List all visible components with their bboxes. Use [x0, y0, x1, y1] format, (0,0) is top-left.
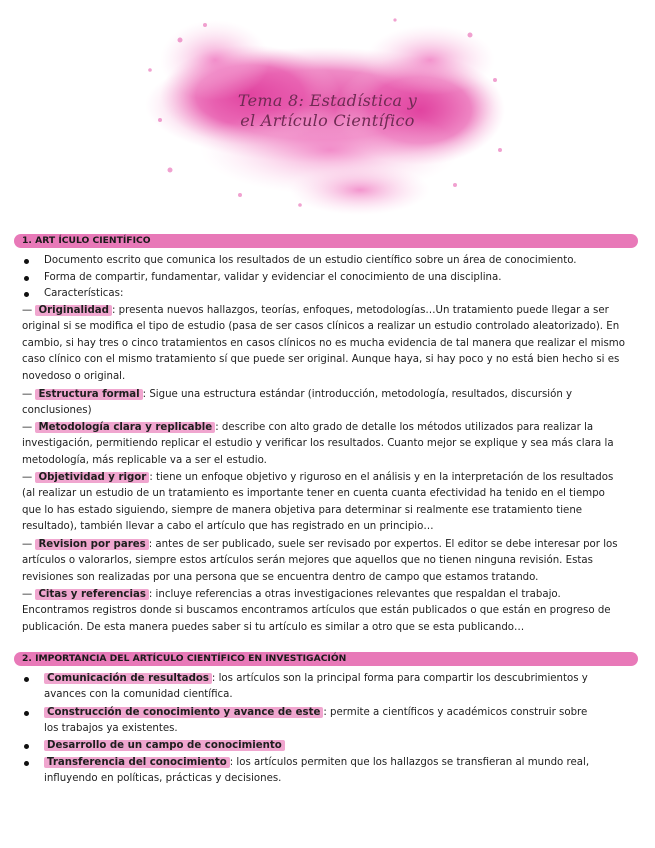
- characteristic-text: : incluye referencias a otras investigaciones relevantes que respaldan el trabajo. Encontramos registros donde si buscamos encontramos artículos que están publicados o que están en progreso de publicación. De esta manera puedes saber si tu artículo es similar a otro que se esta publicando…: [22, 589, 611, 633]
- section-heading-1: 1. ART ÍCULO CIENTÍFICO: [14, 234, 638, 248]
- characteristic-methodology: — Metodología clara y replicable : describe con alto grado de detalle los métodos utilizados para realizar la investigación, permitiendo replicar el estudio y verificar los resultados. Cuanto mejor se explique y sea más clara la metodología, más replicable va a ser el estudio.: [22, 422, 614, 466]
- characteristic-text: : describe con alto grado de detalle los métodos utilizados para realizar la investigación, permitiendo replicar el estudio y verificar los resultados. Cuanto mejor se explique y sea más clara la metodología, más replicable va a ser el estudio.: [22, 422, 614, 466]
- term-highlight: Objetividad y rigor: [35, 472, 149, 483]
- list-item-text: : los artículos son la principal forma para compartir los descubrimientos y avances con la comunidad científica.: [44, 673, 588, 701]
- term-highlight: Construcción de conocimiento y avance de este: [44, 707, 323, 718]
- list-item: [44, 705, 604, 738]
- term-highlight: Revision por pares: [35, 539, 148, 550]
- section-heading-2: 2. IMPORTANCIA DEL ARTÍCULO CIENTÍFICO EN INVESTIGACIÓN: [14, 652, 638, 666]
- list-item: Características:: [44, 286, 604, 302]
- characteristic-peer-review: — Revision por pares : antes de ser publicado, suele ser revisado por expertos. El editor se debe interesar por los artículos o valorarlos, siempre estos artículos serán mejores que aquellos que no tienen ninguna revisión. Estas revisiones son realizadas por una persona que se encuentra dentro de campo que estamos tratando.: [22, 539, 618, 583]
- list-item: Documento escrito que comunica los resultados de un estudio científico sobre un área de conocimiento.: [44, 253, 604, 269]
- characteristic-text: : Sigue una estructura estándar (introducción, metodología, resultados, discursión y conclusiones): [22, 389, 573, 417]
- list-item: [44, 738, 604, 754]
- term-highlight: Estructura formal: [35, 389, 142, 400]
- term-highlight: Desarrollo de un campo de conocimiento: [44, 740, 285, 751]
- term-highlight: Originalidad: [35, 305, 112, 316]
- term-highlight: Citas y referencias: [35, 589, 148, 600]
- term-highlight: Transferencia del conocimiento: [44, 757, 230, 768]
- term-highlight: Comunicación de resultados: [44, 673, 212, 684]
- characteristic-citations: — Citas y referencias : incluye referencias a otras investigaciones relevantes que respaldan el trabajo. Encontramos registros donde si buscamos encontramos artículos que están publicados o que están en progreso de publicación. De esta manera puedes saber si tu artículo es similar a otro que se esta publicando…: [22, 589, 611, 633]
- characteristic-originality: — Originalidad : presenta nuevos hallazgos, teorías, enfoques, metodologías…Un tratamiento puede llegar a ser original si se modifica el tipo de estudio (pasa de ser casos clínicos a realizar un estudio controlado aleatorizado). En cambio, si hay tres o cinco tratamientos en casos clínicos no es mucha evidencia de tal manera que realizar el mismo caso clínico con el mismo tratamiento sí que puede ser original. Aunque haya, si hay poco y no está bien hecho si es novedoso o original.: [22, 305, 625, 382]
- list-item-text: : permite a científicos y académicos construir sobre los trabajos ya existentes.: [44, 707, 588, 735]
- characteristic-text: : presenta nuevos hallazgos, teorías, enfoques, metodologías…Un tratamiento puede llegar a ser original si se modifica el tipo de estudio (pasa de ser casos clínicos a realizar un estudio controlado aleatorizado). En cambio, si hay tres o cinco tratamientos en casos clínicos no es mucha evidencia de tal manera que realizar el mismo caso clínico con el mismo tratamiento sí que puede ser original. Aunque haya, si hay poco y no está bien hecho si es novedoso o original.: [22, 305, 625, 382]
- characteristic-text: : antes de ser publicado, suele ser revisado por expertos. El editor se debe interesar por los artículos o valorarlos, siempre estos artículos serán mejores que aquellos que no tienen ninguna revisión. Estas revisiones son realizadas por una persona que se encuentra dentro de campo que estamos tratando.: [22, 539, 618, 583]
- page-title-line-2: el Artículo Científico: [240, 111, 415, 130]
- characteristic-structure: — Estructura formal : Sigue una estructura estándar (introducción, metodología, resultados, discursión y conclusiones): [22, 389, 573, 417]
- list-item: Forma de compartir, fundamentar, validar y evidenciar el conocimiento de una disciplina.: [44, 270, 604, 286]
- page-title-line-1: Tema 8: Estadística y: [237, 91, 418, 110]
- list-item: [44, 671, 604, 704]
- characteristic-text: : tiene un enfoque objetivo y riguroso en el análisis y en la interpretación de los resultados (al realizar un estudio de un tratamiento es importante tener en cuenta cuanta efectividad ha tenido en el tiempo que lo has estado siguiendo, siempre de manera objetiva para determinar si realmente ese tratamiento tiene resultado), también llevar a cabo el artículo que has registrado en un principio…: [22, 472, 614, 533]
- term-highlight: Metodología clara y replicable: [35, 422, 215, 433]
- list-item-text: : los artículos permiten que los hallazgos se transfieran al mundo real, influyendo en políticas, prácticas y decisiones.: [44, 757, 590, 785]
- list-item: [44, 755, 604, 788]
- characteristic-objectivity: — Objetividad y rigor : tiene un enfoque objetivo y riguroso en el análisis y en la interpretación de los resultados (al realizar un estudio de un tratamiento es importante tener en cuenta cuanta efectividad ha tenido en el tiempo que lo has estado siguiendo, siempre de manera objetiva para determinar si realmente ese tratamiento tiene resultado), también llevar a cabo el artículo que has registrado en un principio…: [22, 472, 614, 533]
